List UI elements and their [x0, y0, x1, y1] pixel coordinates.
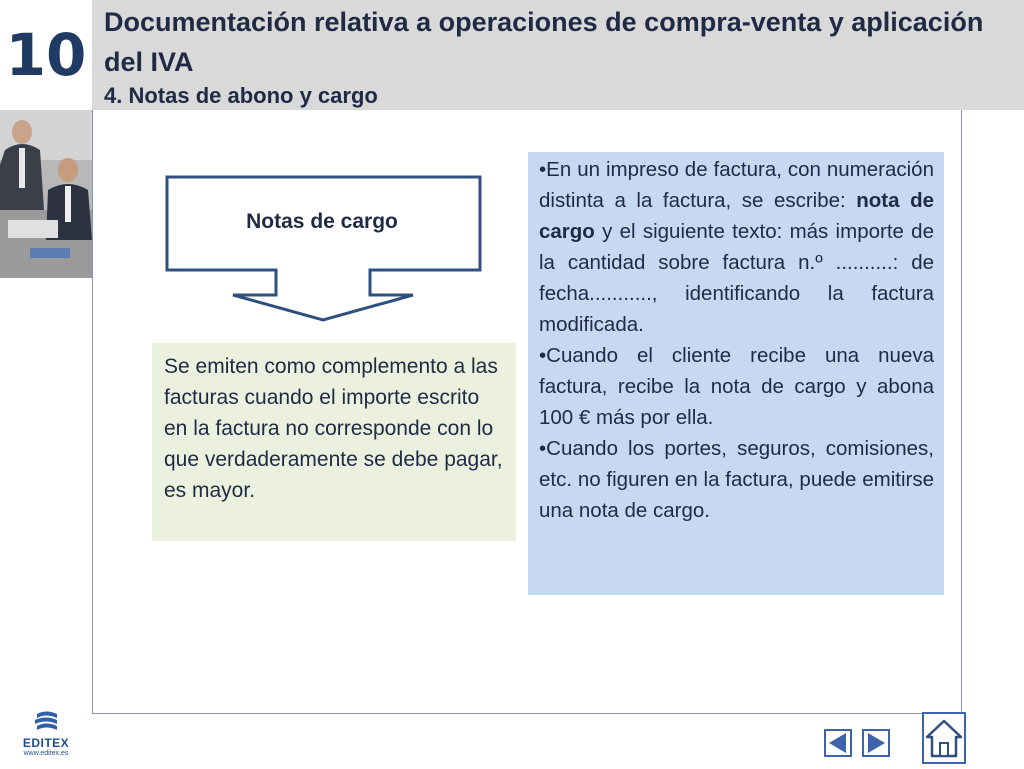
editex-logo-icon [31, 710, 61, 732]
page-title: Documentación relativa a operaciones de compra-venta y aplicación del IVA [104, 7, 984, 77]
next-slide-button[interactable] [862, 729, 890, 757]
description-box: Se emiten como complemento a las facturas cuando el importe escrito en la factura no corresponde con lo que verdaderamente se debe pagar, es mayor. [152, 343, 516, 541]
section-subtitle: 4. Notas de abono y cargo [104, 83, 378, 108]
arrow-left-icon [824, 729, 852, 757]
home-button[interactable] [922, 712, 966, 764]
bullet-item [539, 154, 934, 340]
brand-name: EDITEX [22, 736, 70, 750]
bullet-text: y el siguiente texto: más importe de la cantidad sobre factura n.º ..........: de fecha..........., identificando la factura modificada. [539, 220, 934, 336]
header-band [92, 0, 1024, 110]
arrow-label: Notas de cargo [246, 210, 398, 233]
bullet-item: •Cuando el cliente recibe una nueva factura, recibe la nota de cargo y abona 100 € más por ella. [539, 344, 934, 429]
down-arrow-callout-icon [165, 175, 483, 323]
home-icon [922, 712, 966, 764]
bullet-bold-text: nota de cargo [539, 189, 934, 243]
chapter-number: 10 [5, 21, 87, 89]
arrow-right-icon [862, 729, 890, 757]
business-people-photo [0, 110, 92, 278]
previous-slide-button[interactable] [824, 729, 852, 757]
bullet-item: •Cuando los portes, seguros, comisiones, etc. no figuren en la factura, puede emitirse una nota de cargo. [539, 437, 934, 522]
bullet-text: •En un impreso de factura, con numeración distinta a la factura, se escribe: [539, 158, 934, 212]
editex-logo [18, 710, 74, 760]
bullets-box [528, 152, 944, 595]
brand-url: www.editex.es [23, 750, 69, 757]
